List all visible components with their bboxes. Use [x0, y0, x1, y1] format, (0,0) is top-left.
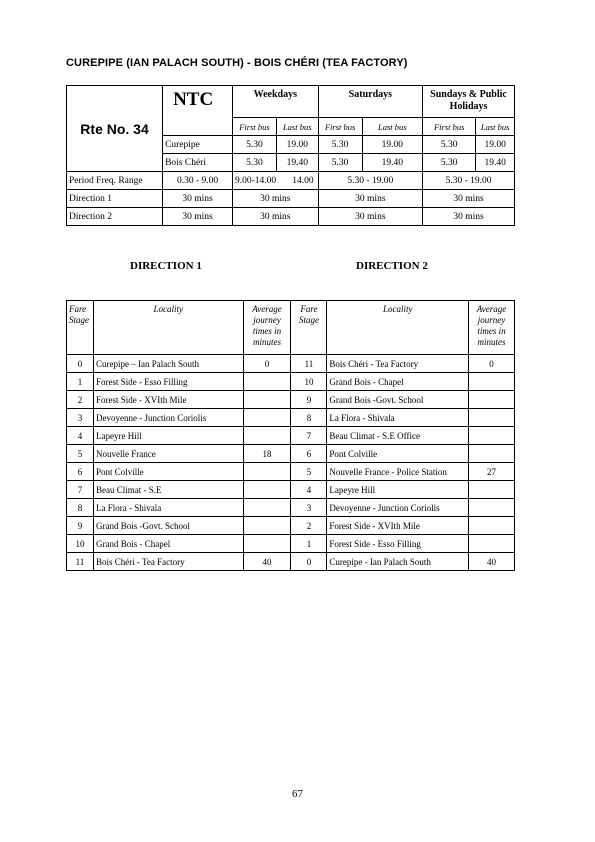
fare-stage-cell: 7 [67, 481, 94, 499]
fare-stage-cell: 8 [67, 499, 94, 517]
last-bus-header: Last bus [276, 118, 318, 136]
fare-stage-cell: 5 [291, 463, 327, 481]
frequency-cell: 30 mins [233, 190, 319, 208]
last-bus-header: Last bus [362, 118, 423, 136]
stage-row [67, 499, 515, 517]
locality-cell: Forest Side - XVIth Mile [93, 391, 243, 409]
avg-time-cell [243, 427, 291, 445]
stage-row [67, 355, 515, 373]
locality-cell: Grand Bois - Chapel [327, 373, 469, 391]
fare-stage-cell: 11 [67, 553, 94, 571]
fare-stage-cell: 3 [291, 499, 327, 517]
frequency-cell: 30 mins [423, 208, 515, 226]
fare-stage-header: Fare Stage [291, 301, 327, 355]
fare-stage-cell: 2 [67, 391, 94, 409]
fare-stage-cell: 4 [291, 481, 327, 499]
time-cell: 5.30 [318, 136, 362, 154]
fare-stage-cell: 2 [291, 517, 327, 535]
fare-stage-cell: 1 [291, 535, 327, 553]
avg-time-cell [243, 409, 291, 427]
fare-stage-cell: 7 [291, 427, 327, 445]
fare-stage-cell: 9 [291, 391, 327, 409]
frequency-cell: 30 mins [318, 190, 422, 208]
avg-time-cell [243, 373, 291, 391]
page-title: CUREPIPE (IAN PALACH SOUTH) - BOIS CHÉRI (TEA FACTORY) [66, 57, 408, 69]
avg-time-header: Average journey times in minutes [469, 301, 515, 355]
place-label: Bois Chéri [163, 154, 233, 172]
fare-stage-cell: 4 [67, 427, 94, 445]
frequency-cell: 30 mins [163, 190, 233, 208]
avg-time-cell: 0 [243, 355, 291, 373]
locality-cell: La Flora - Shivala [93, 499, 243, 517]
period-range: 14.00 [292, 175, 314, 186]
last-bus-header: Last bus [476, 118, 515, 136]
avg-time-cell [243, 517, 291, 535]
direction-label: Direction 1 [67, 190, 163, 208]
locality-cell: Nouvelle France [93, 445, 243, 463]
fare-stage-cell: 8 [291, 409, 327, 427]
weekdays-header: Weekdays [233, 86, 319, 118]
avg-time-cell [243, 391, 291, 409]
locality-cell: Forest Side - Esso Filling [327, 535, 469, 553]
locality-cell: Nouvelle France - Police Station [327, 463, 469, 481]
fare-stage-header: Fare Stage [67, 301, 94, 355]
avg-time-cell: 40 [469, 553, 515, 571]
locality-cell: Beau Climat - S.E Office [327, 427, 469, 445]
fare-stage-cell: 0 [291, 553, 327, 571]
time-cell: 19.00 [476, 136, 515, 154]
stage-row [67, 463, 515, 481]
time-cell: 19.40 [362, 154, 423, 172]
stage-row [67, 373, 515, 391]
stage-row [67, 427, 515, 445]
period-cell: 0.30 - 9.00 [163, 172, 233, 190]
avg-time-cell [243, 463, 291, 481]
locality-cell: Forest Side - Esso Filling [93, 373, 243, 391]
avg-time-cell: 0 [469, 355, 515, 373]
stage-row [67, 517, 515, 535]
period-cell: 5.30 - 19.00 [318, 172, 422, 190]
place-label: Curepipe [163, 136, 233, 154]
fare-stage-cell: 6 [67, 463, 94, 481]
period-range: 9.00-14.00 [235, 175, 277, 186]
locality-cell: Grand Bois -Govt. School [327, 391, 469, 409]
avg-time-cell [469, 409, 515, 427]
frequency-cell: 30 mins [423, 190, 515, 208]
stage-row [67, 445, 515, 463]
time-cell: 5.30 [233, 136, 277, 154]
fare-stage-table [66, 300, 515, 571]
avg-time-cell [243, 481, 291, 499]
avg-time-cell [469, 535, 515, 553]
first-bus-header: First bus [423, 118, 476, 136]
fare-stage-cell: 1 [67, 373, 94, 391]
locality-cell: Devoyenne - Junction Coriolis [93, 409, 243, 427]
operator-name: NTC [163, 86, 233, 136]
time-cell: 5.30 [423, 154, 476, 172]
stage-row [67, 391, 515, 409]
avg-time-cell [243, 535, 291, 553]
route-number: Rte No. 34 [67, 86, 163, 172]
time-cell: 19.40 [476, 154, 515, 172]
locality-cell: Bois Chéri - Tea Factory [93, 553, 243, 571]
stage-row [67, 535, 515, 553]
fare-stage-cell: 11 [291, 355, 327, 373]
locality-cell: Lapeyre Hill [327, 481, 469, 499]
locality-cell: Grand Bois -Govt. School [93, 517, 243, 535]
avg-time-cell: 27 [469, 463, 515, 481]
period-label: Period Freq. Range [67, 172, 163, 190]
avg-time-cell [469, 427, 515, 445]
time-cell: 5.30 [318, 154, 362, 172]
stage-row [67, 409, 515, 427]
frequency-cell: 30 mins [163, 208, 233, 226]
locality-header: Locality [327, 301, 469, 355]
period-cell [233, 172, 319, 190]
stage-row [67, 553, 515, 571]
avg-time-cell [469, 499, 515, 517]
timetable [66, 85, 515, 226]
locality-cell: Beau Climat - S.E [93, 481, 243, 499]
time-cell: 19.40 [276, 154, 318, 172]
avg-time-header: Average journey times in minutes [243, 301, 291, 355]
avg-time-cell [469, 445, 515, 463]
fare-stage-cell: 6 [291, 445, 327, 463]
locality-cell: Curepipe – Ian Palach South [93, 355, 243, 373]
fare-stage-cell: 9 [67, 517, 94, 535]
locality-cell: Pont Colville [93, 463, 243, 481]
period-cell: 5.30 - 19.00 [423, 172, 515, 190]
avg-time-cell [243, 499, 291, 517]
fare-stage-cell: 10 [291, 373, 327, 391]
period-row [67, 172, 515, 190]
fare-stage-cell: 5 [67, 445, 94, 463]
locality-cell: Grand Bois - Chapel [93, 535, 243, 553]
avg-time-cell: 40 [243, 553, 291, 571]
avg-time-cell: 18 [243, 445, 291, 463]
direction-row [67, 190, 515, 208]
first-bus-header: First bus [318, 118, 362, 136]
time-cell: 5.30 [233, 154, 277, 172]
locality-cell: Devoyenne - Junction Coriolis [327, 499, 469, 517]
fare-stage-cell: 3 [67, 409, 94, 427]
locality-cell: Pont Colville [327, 445, 469, 463]
fare-stage-cell: 10 [67, 535, 94, 553]
avg-time-cell [469, 517, 515, 535]
sundays-header: Sundays & Public Holidays [423, 86, 515, 118]
locality-cell: Forest Side - XVIth Mile [327, 517, 469, 535]
avg-time-cell [469, 373, 515, 391]
first-bus-header: First bus [233, 118, 277, 136]
frequency-cell: 30 mins [233, 208, 319, 226]
direction-1-heading: DIRECTION 1 [130, 260, 202, 272]
locality-cell: Lapeyre Hill [93, 427, 243, 445]
locality-header: Locality [93, 301, 243, 355]
page-number: 67 [292, 788, 303, 800]
stage-row [67, 481, 515, 499]
direction-label: Direction 2 [67, 208, 163, 226]
avg-time-cell [469, 391, 515, 409]
time-cell: 19.00 [276, 136, 318, 154]
saturdays-header: Saturdays [318, 86, 422, 118]
time-cell: 19.00 [362, 136, 423, 154]
direction-row [67, 208, 515, 226]
locality-cell: Curepipe - Ian Palach South [327, 553, 469, 571]
locality-cell: Bois Chéri - Tea Factory [327, 355, 469, 373]
locality-cell: La Flora - Shivala [327, 409, 469, 427]
frequency-cell: 30 mins [318, 208, 422, 226]
time-cell: 5.30 [423, 136, 476, 154]
direction-2-heading: DIRECTION 2 [356, 260, 428, 272]
fare-stage-cell: 0 [67, 355, 94, 373]
avg-time-cell [469, 481, 515, 499]
